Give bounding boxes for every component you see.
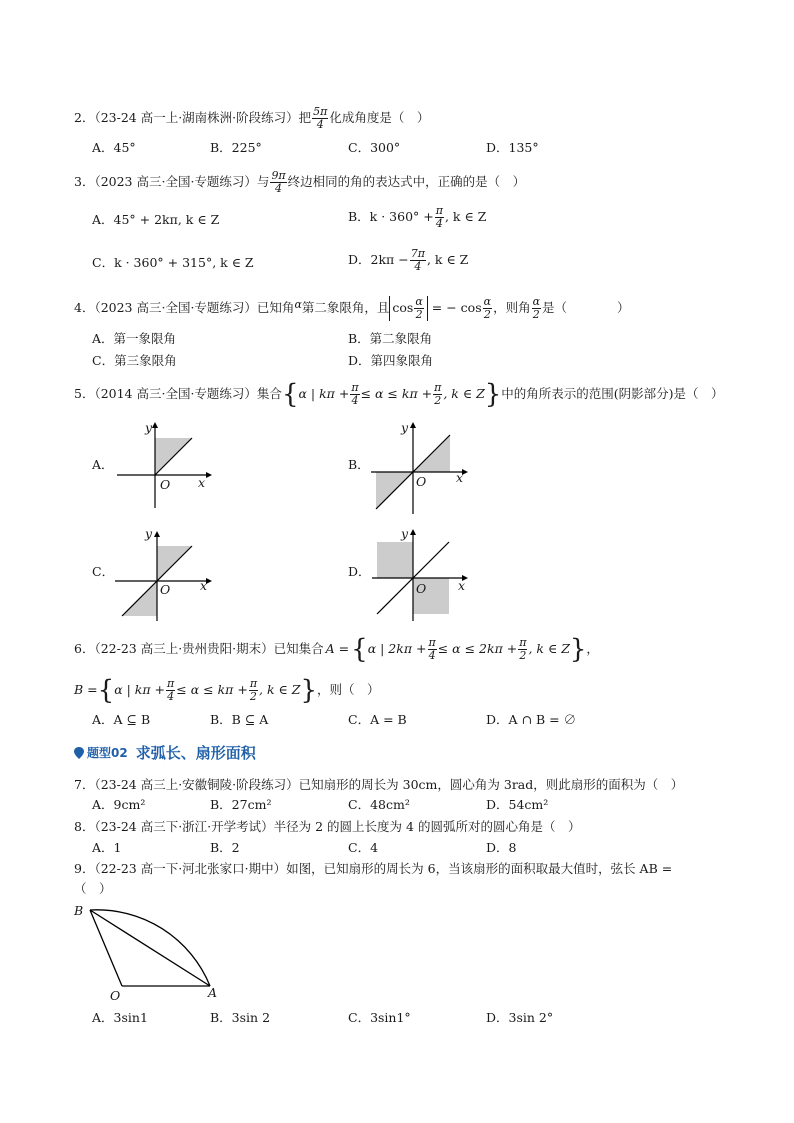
q7-stem: 7．（23-24 高三上·安徽铜陵·阶段练习）已知扇形的周长为 30cm，圆心角为 3rad，则此扇形的面积为（ ） [74, 777, 684, 792]
q3-option-d-fraction: $\frac{7\pi}{4}$ [410, 247, 425, 273]
q5-graph-d[interactable] [372, 527, 477, 622]
q5-graph-a-x-arrow [206, 472, 212, 478]
q5-stem: 5．（2014 高三·全国·专题练习）集合{α | kπ + $\frac{\pi}{4}$ ≤ α ≤ kπ + $\frac{\pi}{2}$ , k ∈ Z}中的角所表示的范围(阴影部分)是（ ） [74, 379, 724, 410]
q8-option-a[interactable]: A．1 [92, 840, 122, 855]
q5-graph-d-shade-upper [377, 542, 413, 578]
q7-option-c[interactable]: C．48cm² [348, 797, 410, 812]
section-tag: 题型02 [87, 746, 128, 760]
q5-graph-d-y-label: y [401, 526, 409, 541]
q3-stem [74, 170, 525, 195]
q4-alpha: α [294, 298, 302, 311]
q9-stem: 9．（22-23 高一下·河北张家口·期中）如图，已知扇形的周长为 6，当该扇形的面积取最大值时，弦长 AB = [74, 861, 673, 876]
q5-option-d[interactable]: D． [348, 564, 371, 579]
q4-option-d[interactable]: D．第四象限角 [348, 353, 434, 368]
q5-graph-b[interactable] [368, 420, 478, 515]
q7-option-b[interactable]: B．27cm² [210, 797, 272, 812]
q9-label-a: A [208, 985, 218, 1000]
q8-option-d[interactable]: D．8 [486, 840, 517, 855]
q3-option-d[interactable]: D．2kπ − $\frac{7\pi}{4}$ , k ∈ Z [348, 247, 469, 273]
q5-graph-a-x-label: x [198, 475, 206, 490]
q4-option-c[interactable]: C．第三象限角 [92, 353, 177, 368]
q5-graph-c-y-arrow [154, 531, 160, 537]
q2-stem-text-b: 化成角度是（ ） [329, 110, 430, 125]
q2-fraction: $\frac{5\pi}{4}$ [313, 105, 328, 131]
q9-option-b[interactable]: B．3sin 2 [210, 1010, 271, 1025]
q2-option-c[interactable]: C．300° [348, 140, 401, 155]
q5-graph-a[interactable] [112, 420, 212, 510]
q5-graph-b-y-arrow [410, 422, 416, 428]
q2-option-a[interactable]: A．45° [92, 140, 136, 155]
q5-graph-d-y-arrow [410, 529, 416, 535]
q5-graph-d-origin-label: O [416, 581, 427, 596]
q3-stem-text-a: 3．（2023 高三·全国·专题练习）与 [74, 174, 270, 189]
q5-graph-c-y-label: y [145, 526, 153, 541]
location-pin-icon [74, 747, 84, 759]
section-header [74, 742, 256, 763]
q9-label-o: O [110, 988, 121, 1003]
q6-stem-line2: B ={α | kπ + $\frac{\pi}{4}$ ≤ α ≤ kπ + $\frac{\pi}{2}$ , k ∈ Z}，则（ ） [74, 675, 380, 706]
q2-option-d[interactable]: D．135° [486, 140, 539, 155]
q7-option-d[interactable]: D．54cm² [486, 797, 549, 812]
q6-stem-line1: 6．（22-23 高三上·贵州贵阳·期末）已知集合 A ={α | 2kπ + $\frac{\pi}{4}$ ≤ α ≤ 2kπ + $\frac{\pi}{2}$ , k ∈ Z}， [74, 634, 599, 665]
q4-option-a[interactable]: A．第一象限角 [92, 331, 177, 346]
q6-option-c[interactable]: C．A = B [348, 712, 407, 727]
q5-graph-b-x-label: x [456, 470, 464, 485]
q3-option-a[interactable]: A．45° + 2kπ, k ∈ Z [92, 212, 220, 227]
q5-graph-b-origin-label: O [416, 474, 427, 489]
q3-option-c[interactable]: C．k · 360° + 315°, k ∈ Z [92, 255, 254, 270]
q6-option-a[interactable]: A．A ⊆ B [92, 712, 151, 727]
q9-radius-ob [90, 910, 122, 986]
q5-graph-a-y-label: y [145, 420, 153, 435]
q5-option-a[interactable]: A． [92, 457, 114, 472]
q9-option-c[interactable]: C．3sin1° [348, 1010, 411, 1025]
q5-graph-d-x-label: x [458, 578, 466, 593]
q4-option-b[interactable]: B．第二象限角 [348, 331, 433, 346]
q5-graph-c-origin-label: O [160, 582, 171, 597]
q6-option-d[interactable]: D．A ∩ B = ∅ [486, 712, 577, 727]
q5-option-c[interactable]: C． [92, 564, 115, 579]
q3-fraction: $\frac{9\pi}{4}$ [271, 169, 286, 195]
q5-graph-b-y-label: y [401, 420, 409, 435]
q5-graph-a-origin-label: O [160, 477, 171, 492]
q5-option-b[interactable]: B． [348, 457, 370, 472]
q9-stem-continuation: （ ） [74, 881, 112, 896]
q3-stem-text-b: 终边相同的角的表达式中，正确的是（ ） [287, 174, 526, 189]
q3-option-b-fraction: $\frac{\pi}{4}$ [435, 204, 443, 230]
q6-option-b[interactable]: B．B ⊆ A [210, 712, 269, 727]
q4-abs-cos: cos $\frac{\alpha}{2}$ [389, 296, 427, 321]
q2-stem-text-a: 2．（23-24 高一上·湖南株洲·阶段练习）把 [74, 110, 312, 125]
q8-option-c[interactable]: C．4 [348, 840, 379, 855]
q7-option-a[interactable]: A．9cm² [92, 797, 146, 812]
q2-option-b[interactable]: B．225° [210, 140, 262, 155]
q9-option-a[interactable]: A．3sin1 [92, 1010, 148, 1025]
q9-label-b: B [74, 903, 84, 918]
q5-graph-c-x-label: x [200, 578, 208, 593]
q9-option-d[interactable]: D．3sin 2° [486, 1010, 554, 1025]
q5-graph-c[interactable] [112, 527, 212, 622]
q2-stem [74, 106, 429, 131]
q3-option-b[interactable]: B．k · 360° + $\frac{\pi}{4}$ , k ∈ Z [348, 204, 487, 230]
q4-stem: 4．（2023 高三·全国·专题练习）已知角α第二象限角，且 cos $\frac{\alpha}{2}$ = − cos $\frac{\alpha}{2}$ ，则角 $\frac{\alpha}{2}$ 是（ ） [74, 295, 630, 321]
q8-option-b[interactable]: B．2 [210, 840, 240, 855]
q8-stem: 8．（23-24 高三下·浙江·开学考试）半径为 2 的圆上长度为 4 的圆弧所对的圆心角是（ ） [74, 819, 581, 834]
section-title: 求弧长、扇形面积 [135, 744, 256, 762]
q5-graph-a-y-arrow [152, 422, 158, 428]
